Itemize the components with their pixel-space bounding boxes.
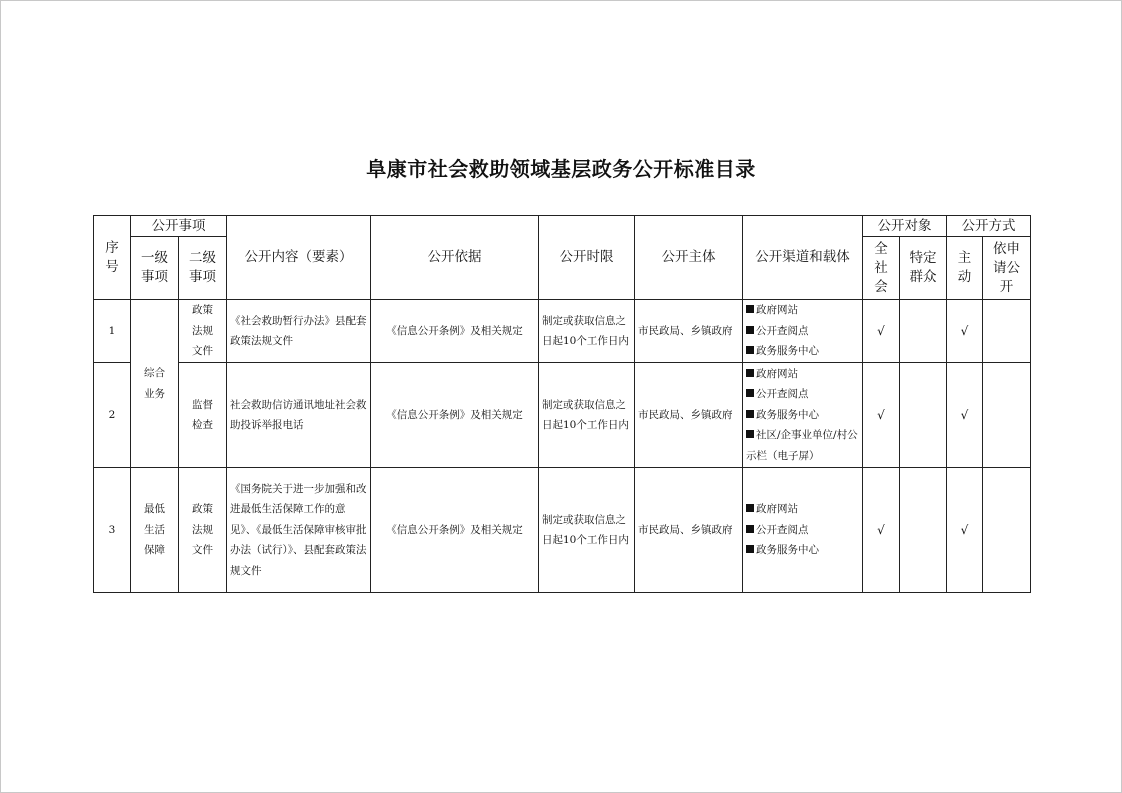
row-subject: 市民政局、乡镇政府: [635, 468, 743, 593]
row-request-check: [983, 468, 1031, 593]
header-time-limit: 公开时限: [539, 216, 635, 300]
row-time-limit: 制定或获取信息之日起10个工作日内: [539, 468, 635, 593]
row-basis: 《信息公开条例》及相关规定: [371, 363, 539, 468]
row-subject: 市民政局、乡镇政府: [635, 300, 743, 363]
channel-item: 公开查阅点: [746, 520, 859, 541]
square-bullet-icon: [746, 346, 754, 354]
row-all-society-check: √: [863, 363, 900, 468]
header-seq: 序号: [94, 216, 131, 300]
header-channels: 公开渠道和载体: [743, 216, 863, 300]
channel-item: 社区/企事业单位/村公示栏（电子屏）: [746, 429, 858, 462]
header-mode-request: 依申请公开: [983, 237, 1031, 300]
row-seq: 1: [94, 300, 131, 363]
square-bullet-icon: [746, 369, 754, 377]
row-time-limit: 制定或获取信息之日起10个工作日内: [539, 363, 635, 468]
row-channels: [743, 300, 863, 363]
table-row: [94, 300, 1031, 363]
row-level2: 政策法规文件: [179, 300, 227, 363]
row-request-check: [983, 300, 1031, 363]
row-specific-check: [900, 300, 947, 363]
row-content: 《国务院关于进一步加强和改进最低生活保障工作的意见》、《最低生活保障审核审批办法（试行）》、县配套政策法规文件: [227, 468, 371, 593]
header-basis: 公开依据: [371, 216, 539, 300]
row-level1: 最低生活保障: [131, 468, 179, 593]
row-content: 社会救助信访通讯地址社会救助投诉举报电话: [227, 363, 371, 468]
row-level1: 综合业务: [131, 300, 179, 468]
channel-item: 政府网站: [746, 300, 859, 321]
header-subject: 公开主体: [635, 216, 743, 300]
channel-item: 政务服务中心: [746, 341, 859, 362]
row-active-check: √: [947, 363, 983, 468]
row-time-limit: 制定或获取信息之日起10个工作日内: [539, 300, 635, 363]
square-bullet-icon: [746, 326, 754, 334]
row-request-check: [983, 363, 1031, 468]
header-level2: 二级事项: [179, 237, 227, 300]
channel-item: 政务服务中心: [746, 405, 859, 426]
row-basis: 《信息公开条例》及相关规定: [371, 468, 539, 593]
header-row-1: [94, 216, 1031, 237]
row-level2: 监督检查: [179, 363, 227, 468]
channel-item: 公开查阅点: [746, 321, 859, 342]
header-audience-all: 全社会: [863, 237, 900, 300]
header-mode: 公开方式: [947, 216, 1031, 237]
header-level1: 一级事项: [131, 237, 179, 300]
channel-item: 政务服务中心: [746, 540, 859, 561]
row-all-society-check: √: [863, 468, 900, 593]
row-channels: [743, 363, 863, 468]
row-active-check: √: [947, 468, 983, 593]
table-row: [94, 363, 1031, 468]
channel-item: 政府网站: [746, 499, 859, 520]
catalog-table: [93, 215, 1031, 593]
row-all-society-check: √: [863, 300, 900, 363]
row-active-check: √: [947, 300, 983, 363]
header-matters: 公开事项: [131, 216, 227, 237]
row-seq: 3: [94, 468, 131, 593]
header-content: 公开内容（要素）: [227, 216, 371, 300]
header-audience-specific: 特定群众: [900, 237, 947, 300]
channel-item: 政府网站: [746, 364, 859, 385]
row-specific-check: [900, 363, 947, 468]
square-bullet-icon: [746, 410, 754, 418]
square-bullet-icon: [746, 525, 754, 533]
header-mode-active: 主动: [947, 237, 983, 300]
table-row: [94, 468, 1031, 593]
square-bullet-icon: [746, 504, 754, 512]
row-channels: [743, 468, 863, 593]
square-bullet-icon: [746, 430, 754, 438]
row-level2: 政策法规文件: [179, 468, 227, 593]
header-audience: 公开对象: [863, 216, 947, 237]
channel-item: 公开查阅点: [746, 384, 859, 405]
square-bullet-icon: [746, 305, 754, 313]
row-specific-check: [900, 468, 947, 593]
document-title: 阜康市社会救助领域基层政务公开标准目录: [366, 157, 756, 181]
square-bullet-icon: [746, 389, 754, 397]
row-seq: 2: [94, 363, 131, 468]
row-content: 《社会救助暂行办法》县配套政策法规文件: [227, 300, 371, 363]
row-subject: 市民政局、乡镇政府: [635, 363, 743, 468]
row-basis: 《信息公开条例》及相关规定: [371, 300, 539, 363]
square-bullet-icon: [746, 545, 754, 553]
